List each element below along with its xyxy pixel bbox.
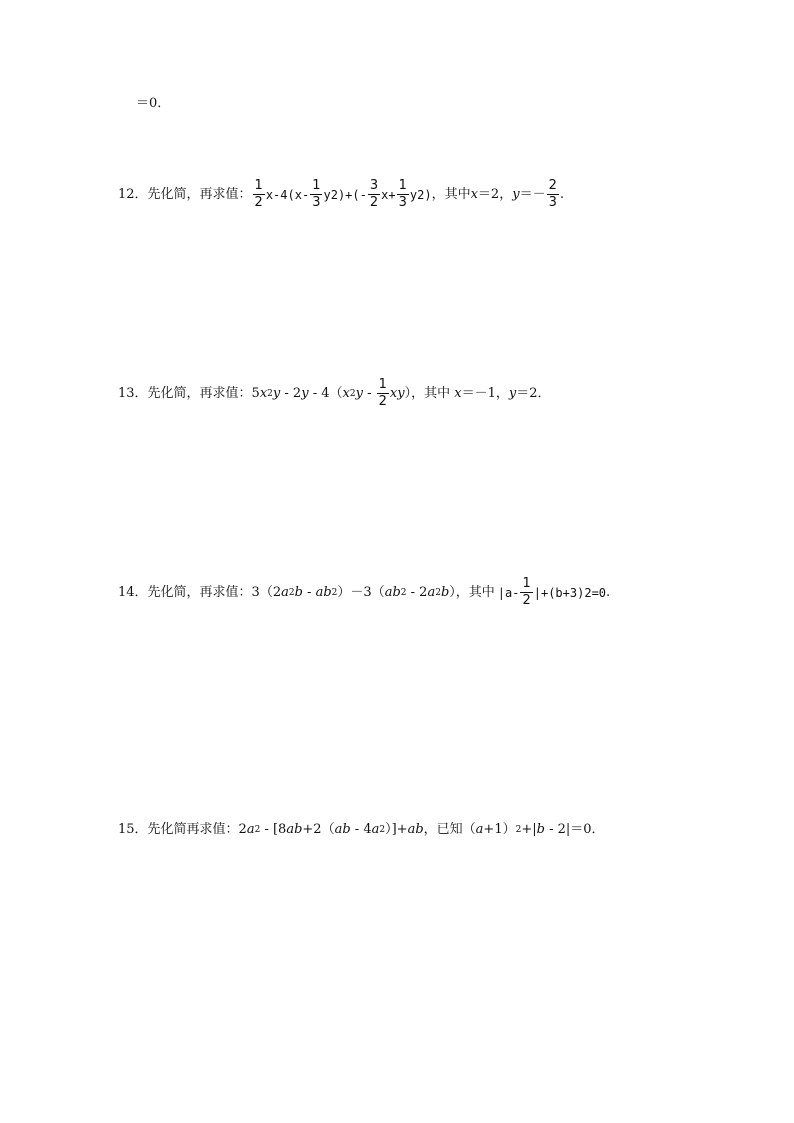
fraction: $\frac{1}{2}$ — [378, 377, 387, 409]
variable: y — [272, 385, 281, 401]
variable: ab — [334, 822, 351, 837]
variable: a — [427, 584, 436, 600]
variable: b — [536, 822, 545, 837]
expr-text: x-4(x- — [265, 187, 310, 202]
expr-text: |a- — [497, 585, 520, 600]
question-14: 14．先化简，再求值： 3（2 a 2 b - ab 2 ）－3（ ab 2 - 2 a 2 b ），其中 |a- $\frac{1}{2}$ |+(b+3) 2 =0 . — [118, 576, 611, 608]
condition-text: +| — [521, 822, 537, 837]
fraction: $\frac{1}{3}$ — [398, 178, 407, 210]
variable: a — [475, 822, 484, 837]
variable: x — [342, 385, 350, 401]
fraction: $\frac{1}{3}$ — [312, 178, 321, 210]
expr-text: |+(b+3) — [533, 585, 585, 600]
variable: y — [301, 385, 309, 401]
variable: ab — [384, 584, 401, 600]
condition-text: ＝－1， — [461, 385, 509, 401]
fraction: $\frac{1}{2}$ — [522, 576, 531, 608]
variable: ab — [286, 822, 303, 837]
expr-text: )+(- — [337, 187, 367, 202]
variable: a — [246, 822, 255, 837]
variable: xy — [389, 385, 405, 401]
variable: ab — [407, 822, 424, 837]
variable: b — [294, 584, 303, 600]
variable: b — [440, 584, 450, 600]
condition-text: +1） — [483, 822, 516, 837]
expr-text: ) — [424, 187, 432, 202]
condition-text: ），其中 — [404, 385, 455, 401]
expr-text: 5 — [251, 385, 260, 401]
condition-text: ，已知（ — [423, 822, 476, 837]
expr-text: x+ — [381, 187, 396, 202]
condition-text: - 2|＝0． — [544, 822, 605, 837]
variable: a — [281, 584, 289, 600]
condition-text: ＝－ — [519, 186, 546, 202]
variable: y — [512, 186, 520, 202]
variable: y — [508, 385, 517, 401]
expr-text: ）]+ — [385, 822, 408, 837]
variable: x — [454, 385, 462, 401]
prior-result: ＝0． — [136, 96, 171, 111]
prior-result-line — [136, 94, 170, 114]
question-13-prompt: 13．先化简，再求值： — [118, 385, 252, 401]
expr-text: - 4 — [350, 822, 372, 837]
end-period: . — [559, 186, 564, 202]
end-period: . — [606, 584, 611, 600]
fraction: $\frac{1}{2}$ — [254, 178, 263, 210]
variable: y — [355, 385, 363, 401]
question-15: 15．先化简再求值： 2 a 2 - [8 ab +2（ ab - 4 a 2 ）]+ ab ，已知（ a +1） 2 +| b - 2|＝0． — [118, 820, 605, 840]
expr-text: y — [323, 187, 331, 202]
condition-text: ＝2， — [477, 186, 513, 202]
fraction: $\frac{2}{3}$ — [548, 178, 557, 210]
expr-text: - 2 — [406, 584, 428, 600]
question-14-prompt: 14．先化简，再求值： — [118, 584, 252, 600]
expr-text: ）－3（ — [337, 584, 385, 600]
variable: a — [371, 822, 380, 837]
expr-text: =0 — [591, 585, 607, 600]
question-13: 13．先化简，再求值： 5 x 2 y - 2 y - 4（ x 2 y - $\frac{1}{2}$ xy ），其中 x ＝－1， y ＝2． — [118, 377, 551, 409]
expr-text: - 2 — [280, 385, 302, 401]
variable: x — [259, 385, 268, 401]
fraction: $\frac{3}{2}$ — [369, 178, 379, 210]
expr-text: +2（ — [302, 822, 335, 837]
expr-text: - 4（ — [308, 385, 343, 401]
variable: x — [470, 186, 478, 202]
condition-text: ＝2． — [516, 385, 551, 401]
condition-text: ），其中 — [449, 584, 495, 600]
expr-text: - — [302, 584, 316, 600]
variable: ab — [315, 584, 332, 600]
expr-text: - — [362, 385, 376, 401]
expr-text: 3（2 — [251, 584, 282, 600]
condition-text: ，其中 — [431, 186, 471, 202]
expr-text: - [8 — [260, 822, 287, 837]
expr-text: y — [409, 187, 418, 202]
question-15-prompt: 15．先化简再求值： — [118, 822, 239, 837]
expr-text: 2 — [238, 822, 247, 837]
question-12-prompt: 12．先化简，再求值： — [118, 186, 252, 202]
question-12: 12．先化简，再求值： $\frac{1}{2}$ x-4(x- $\frac{1}{3}$ y 2 )+(- $\frac{3}{2}$ x+ $\frac{1}{3}$ y 2 ) ，其中 x ＝2， y ＝－ $\frac{2}{3}$ . — [118, 178, 564, 210]
